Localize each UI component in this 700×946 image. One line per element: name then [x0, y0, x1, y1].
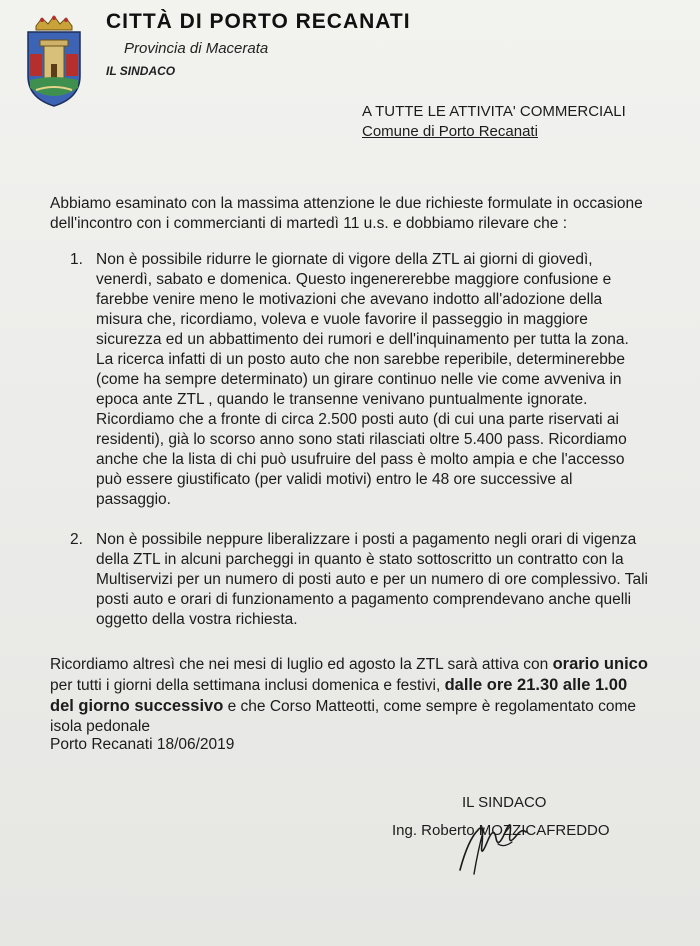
list-item: [50, 250, 650, 510]
addressee-block: [362, 102, 626, 142]
closing-text-2: per tutti i giorni della settimana inclusi domenica e festivi,: [50, 677, 445, 694]
list-item-text: Non è possibile ridurre le giornate di vigore della ZTL ai giorni di giovedì, venerdì, sabato e domenica. Questo ingenererebbe maggiore confusione e farebbe venire meno le motivazioni che avevano indotto all'adozione della misura che, ricordiamo, voleva e vuole favorire il passeggio in maggiore sicurezza ed un abbattimento dei rumori e dell'inquinamento per tutta la zona. La ricerca infatti di un posto auto che non sarebbe reperibile, determinerebbe (come ha sempre determinato) un girare continuo nelle vie come avveniva in epoca ante ZTL , quando le transenne venivano puntualmente ignorate. Ricordiamo che a fronte di circa 2.500 posti auto (di cui una parte riservati ai residenti), già lo scorso anno sono stati rilasciati oltre 5.400 pass. Ricordiamo anche che la lista di chi può usufruire del pass è molto ampia e che l'accesso può essere giustificato (per validi motivi) entro le 48 ore successive al passaggio.: [96, 251, 629, 508]
closing-bold-1: orario unico: [552, 655, 648, 673]
closing-paragraph: [50, 654, 650, 737]
closing-text-1: Ricordiamo altresì che nei mesi di luglio ed agosto la ZTL sarà attiva con: [50, 656, 553, 673]
list-item: [50, 530, 650, 630]
closing-text-3: e che Corso Matteotti, come sempre è regolamentato come isola pedonale: [50, 698, 636, 735]
numbered-list: [50, 250, 650, 630]
province-name: Provincia di Macerata: [124, 40, 269, 57]
intro-paragraph: Abbiamo esaminato con la massima attenzione le due richieste formulate in occasione dell'incontro con i commercianti di martedì 11 u.s. e dobbiamo rilevare che :: [50, 195, 643, 232]
list-item-text: Non è possibile neppure liberalizzare i posti a pagamento negli orari di vigenza della ZTL in alcuni parcheggi in quanto è stato sottoscritto un contratto con la Multiservizi per un numero di posti auto e per un numero di ore complessivo. Tali posti auto e orari di funzionamento a pagamento comprendevano anche quelli oggetto della vostra richiesta.: [96, 531, 648, 628]
place-date: Porto Recanati 18/06/2019: [50, 736, 235, 753]
signature-name: Ing. Roberto MOZZICAFREDDO: [392, 822, 610, 839]
city-coat-of-arms-icon: [22, 14, 86, 110]
city-name: CITTÀ DI PORTO RECANATI: [106, 10, 411, 33]
handwritten-signature: [454, 800, 544, 880]
addressee-line-2: Comune di Porto Recanati: [362, 123, 538, 140]
closing-bold-2: dalle ore 21.30 alle 1.00 del giorno successivo: [50, 676, 628, 715]
list-item-number: 2.: [70, 531, 83, 548]
list-item-number: 1.: [70, 251, 83, 268]
addressee-line-1: A TUTTE LE ATTIVITA' COMMERCIALI: [362, 103, 626, 120]
signature-title: IL SINDACO: [462, 794, 547, 811]
office-label: IL SINDACO: [106, 64, 176, 78]
letter-body: [50, 194, 650, 737]
